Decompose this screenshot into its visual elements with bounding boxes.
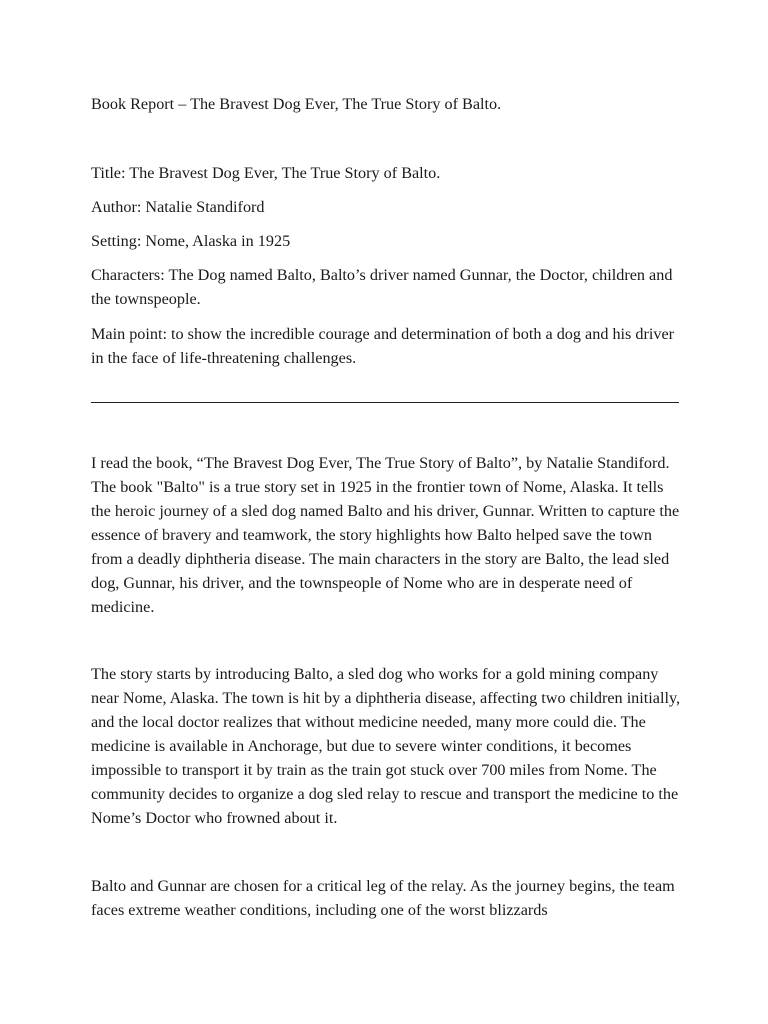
body-paragraph: The story starts by introducing Balto, a sled dog who works for a gold mining company near Nome, Alaska. The town is hit by a diphtheria disease, affecting two children initially, and the local doctor realizes that without medicine needed, many more could die. The medicine is available in Anchorage, but due to severe winter conditions, it becomes impossible to transport it by train as the train got stuck over 700 miles from Nome. The community decides to organize a dog sled relay to rescue and transport the medicine to the Nome’s Doctor who frowned about it. [91, 665, 681, 827]
report-heading: Book Report – The Bravest Dog Ever, The True Story of Balto. [91, 95, 502, 113]
title-field: Title: The Bravest Dog Ever, The True Story of Balto. [91, 164, 441, 182]
body-paragraph: I read the book, “The Bravest Dog Ever, The True Story of Balto”, by Natalie Standiford. The book "Balto" is a true story set in 1925 in the frontier town of Nome, Alaska. It tells the heroic journey of a sled dog named Balto and his driver, Gunnar. Written to capture the essence of bravery and teamwork, the story highlights how Balto helped save the town from a deadly diphtheria disease. The main characters in the story are Balto, the lead sled dog, Gunnar, his driver, and the townspeople of Nome who are in desperate need of medicine. [91, 454, 680, 616]
characters-field: Characters: The Dog named Balto, Balto’s driver named Gunnar, the Doctor, children and the townspeople. [91, 266, 673, 308]
author-field: Author: Natalie Standiford [91, 198, 265, 216]
setting-field: Setting: Nome, Alaska in 1925 [91, 232, 291, 250]
section-divider [91, 402, 679, 403]
main-point-field: Main point: to show the incredible courage and determination of both a dog and his driver in the face of life-threatening challenges. [91, 325, 675, 367]
body-paragraph: Balto and Gunnar are chosen for a critical leg of the relay. As the journey begins, the team faces extreme weather conditions, including one of the worst blizzards [91, 877, 675, 919]
